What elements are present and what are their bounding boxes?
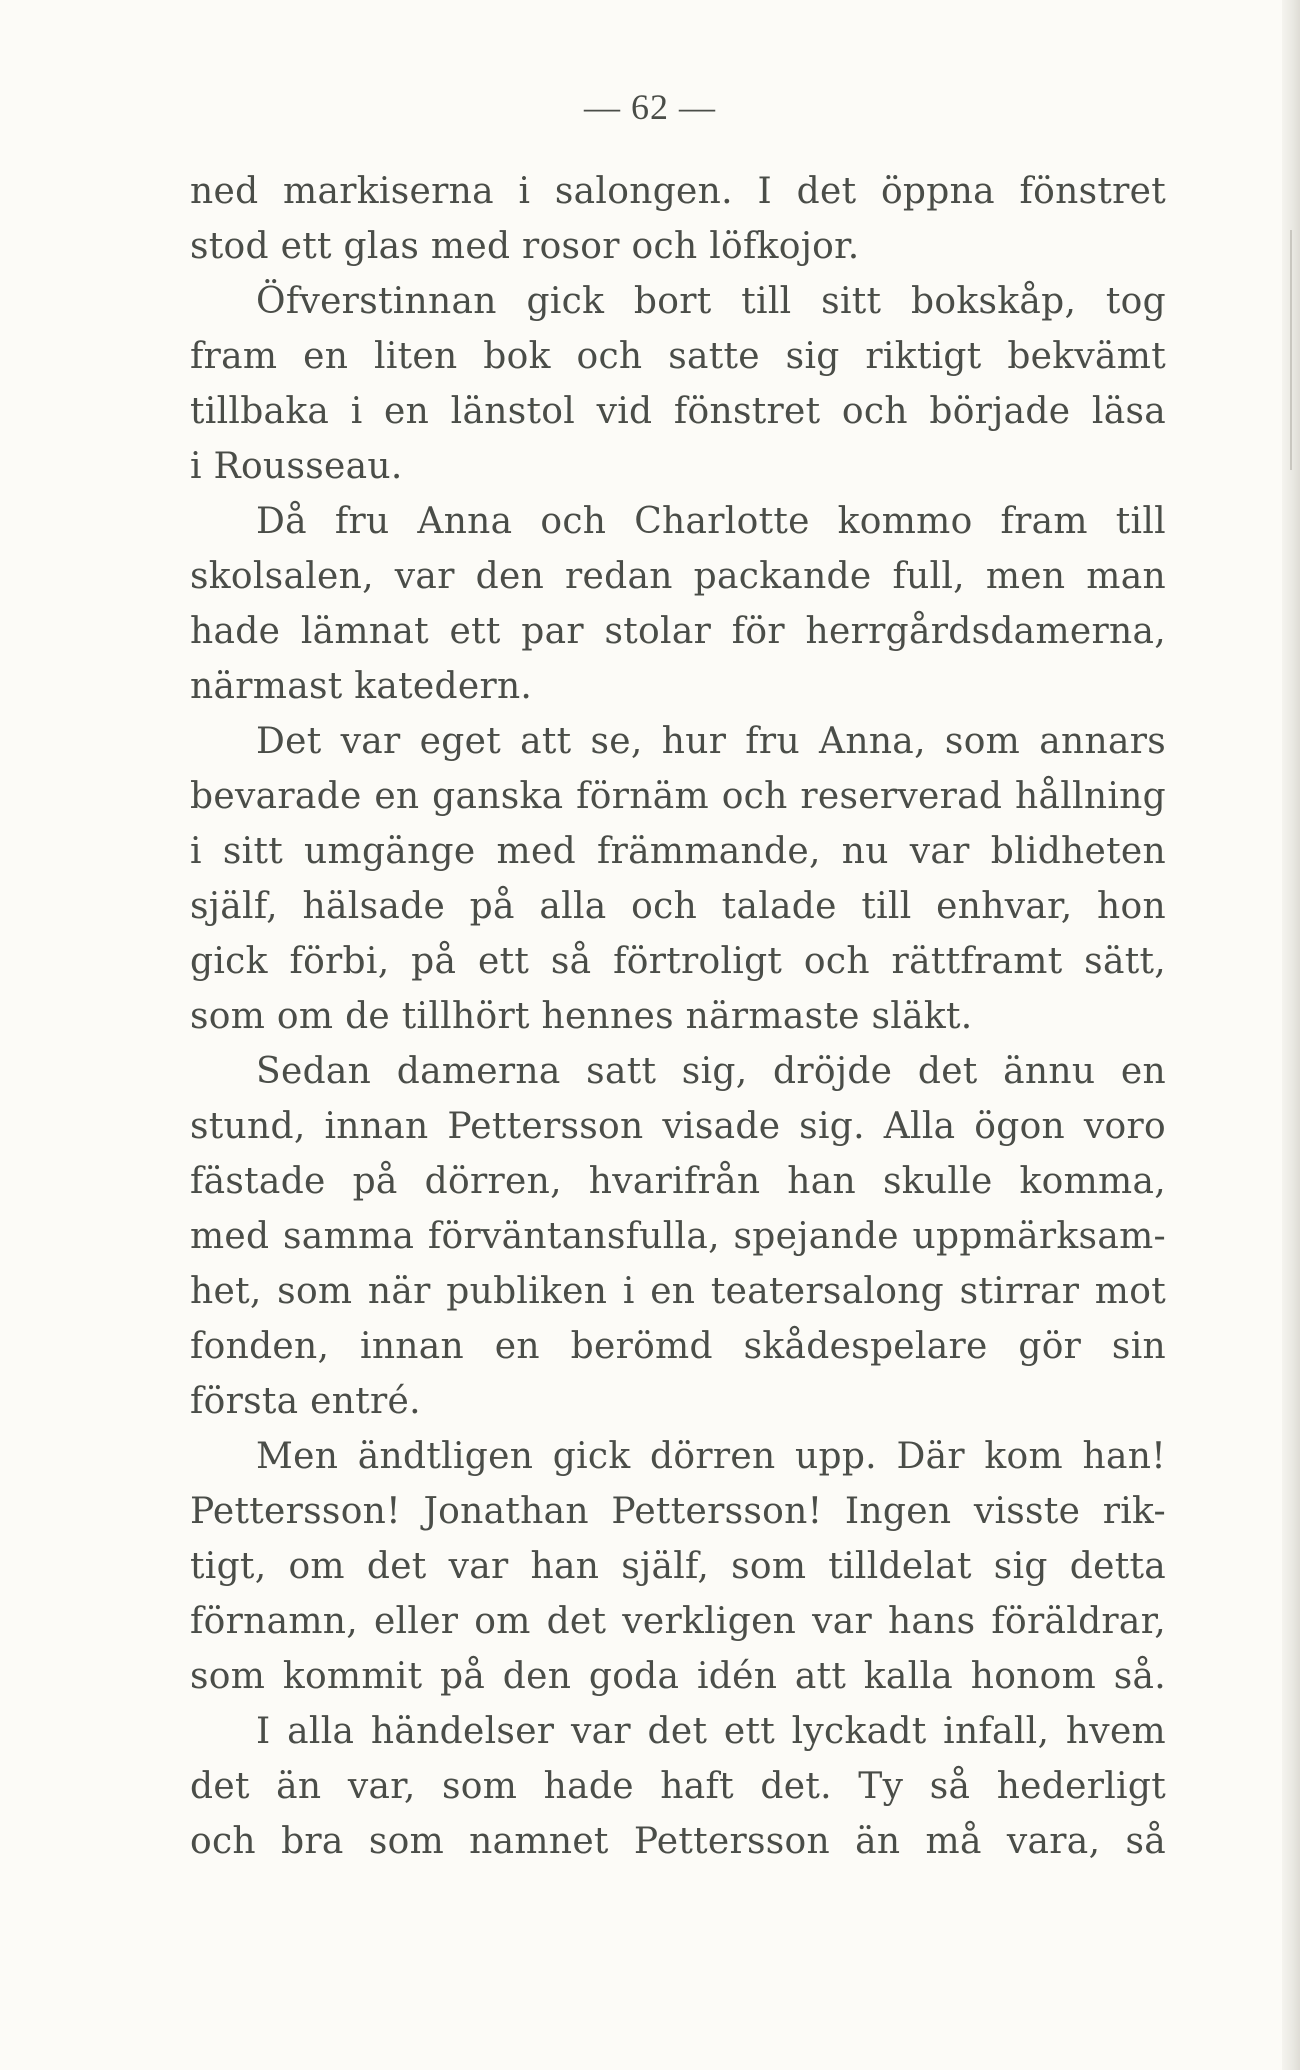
text-line: fästade på dörren, hvarifrån han skulle komma, bbox=[190, 1161, 1166, 1202]
text-line: som kommit på den goda idén att kalla honom så. bbox=[190, 1656, 1166, 1697]
text-line: fonden, innan en berömd skådespelare gör sin bbox=[190, 1326, 1166, 1367]
text-line: själf, hälsade på alla och talade till enhvar, hon bbox=[190, 886, 1166, 927]
text-line: och bra som namnet Pettersson än må vara, så bbox=[190, 1821, 1166, 1862]
page-number: — 62 — bbox=[584, 87, 716, 127]
text-line: skolsalen, var den redan packande full, men man bbox=[190, 556, 1166, 597]
text-line: Då fru Anna och Charlotte kommo fram till bbox=[256, 501, 1166, 542]
body-text bbox=[190, 164, 1166, 1869]
text-line: närmast katedern. bbox=[190, 666, 533, 707]
text-line: Det var eget att se, hur fru Anna, som annars bbox=[256, 721, 1166, 762]
text-line: det än var, som hade haft det. Ty så hederligt bbox=[190, 1766, 1166, 1807]
text-line: Öfverstinnan gick bort till sitt bokskåp, tog bbox=[256, 281, 1166, 322]
text-line: Sedan damerna satt sig, dröjde det ännu en bbox=[256, 1051, 1166, 1092]
text-line: tillbaka i en länstol vid fönstret och började läsa bbox=[190, 391, 1166, 432]
text-line: gick förbi, på ett så förtroligt och rättframt sätt, bbox=[190, 941, 1166, 982]
text-line: hade lämnat ett par stolar för herrgårdsdamerna, bbox=[190, 611, 1166, 652]
text-line: första entré. bbox=[190, 1381, 421, 1422]
text-line: het, som när publiken i en teatersalong stirrar mot bbox=[190, 1271, 1166, 1312]
text-line: I alla händelser var det ett lyckadt infall, hvem bbox=[256, 1711, 1166, 1752]
text-line: Men ändtligen gick dörren upp. Där kom han! bbox=[256, 1436, 1166, 1477]
text-line: stund, innan Pettersson visade sig. Alla ögon voro bbox=[190, 1106, 1166, 1147]
text-line: ned markiserna i salongen. I det öppna fönstret bbox=[190, 171, 1166, 212]
text-line: i Rousseau. bbox=[190, 446, 403, 487]
text-line: tigt, om det var han själf, som tilldelat sig detta bbox=[190, 1546, 1166, 1587]
text-line: stod ett glas med rosor och löfkojor. bbox=[190, 226, 860, 267]
text-line: förnamn, eller om det verkligen var hans föräldrar, bbox=[190, 1601, 1166, 1642]
page-edge-line bbox=[1290, 230, 1292, 470]
text-line: fram en liten bok och satte sig riktigt bekvämt bbox=[190, 336, 1166, 377]
text-line: i sitt umgänge med främmande, nu var blidheten bbox=[190, 831, 1166, 872]
text-line: bevarade en ganska förnäm och reserverad hållning bbox=[190, 776, 1166, 817]
page-edge bbox=[1282, 0, 1300, 2070]
text-line: som om de tillhört hennes närmaste släkt. bbox=[190, 996, 973, 1037]
text-line: med samma förväntansfulla, spejande uppmärksam- bbox=[190, 1216, 1166, 1257]
text-line: Pettersson! Jonathan Pettersson! Ingen visste rik- bbox=[190, 1491, 1166, 1532]
